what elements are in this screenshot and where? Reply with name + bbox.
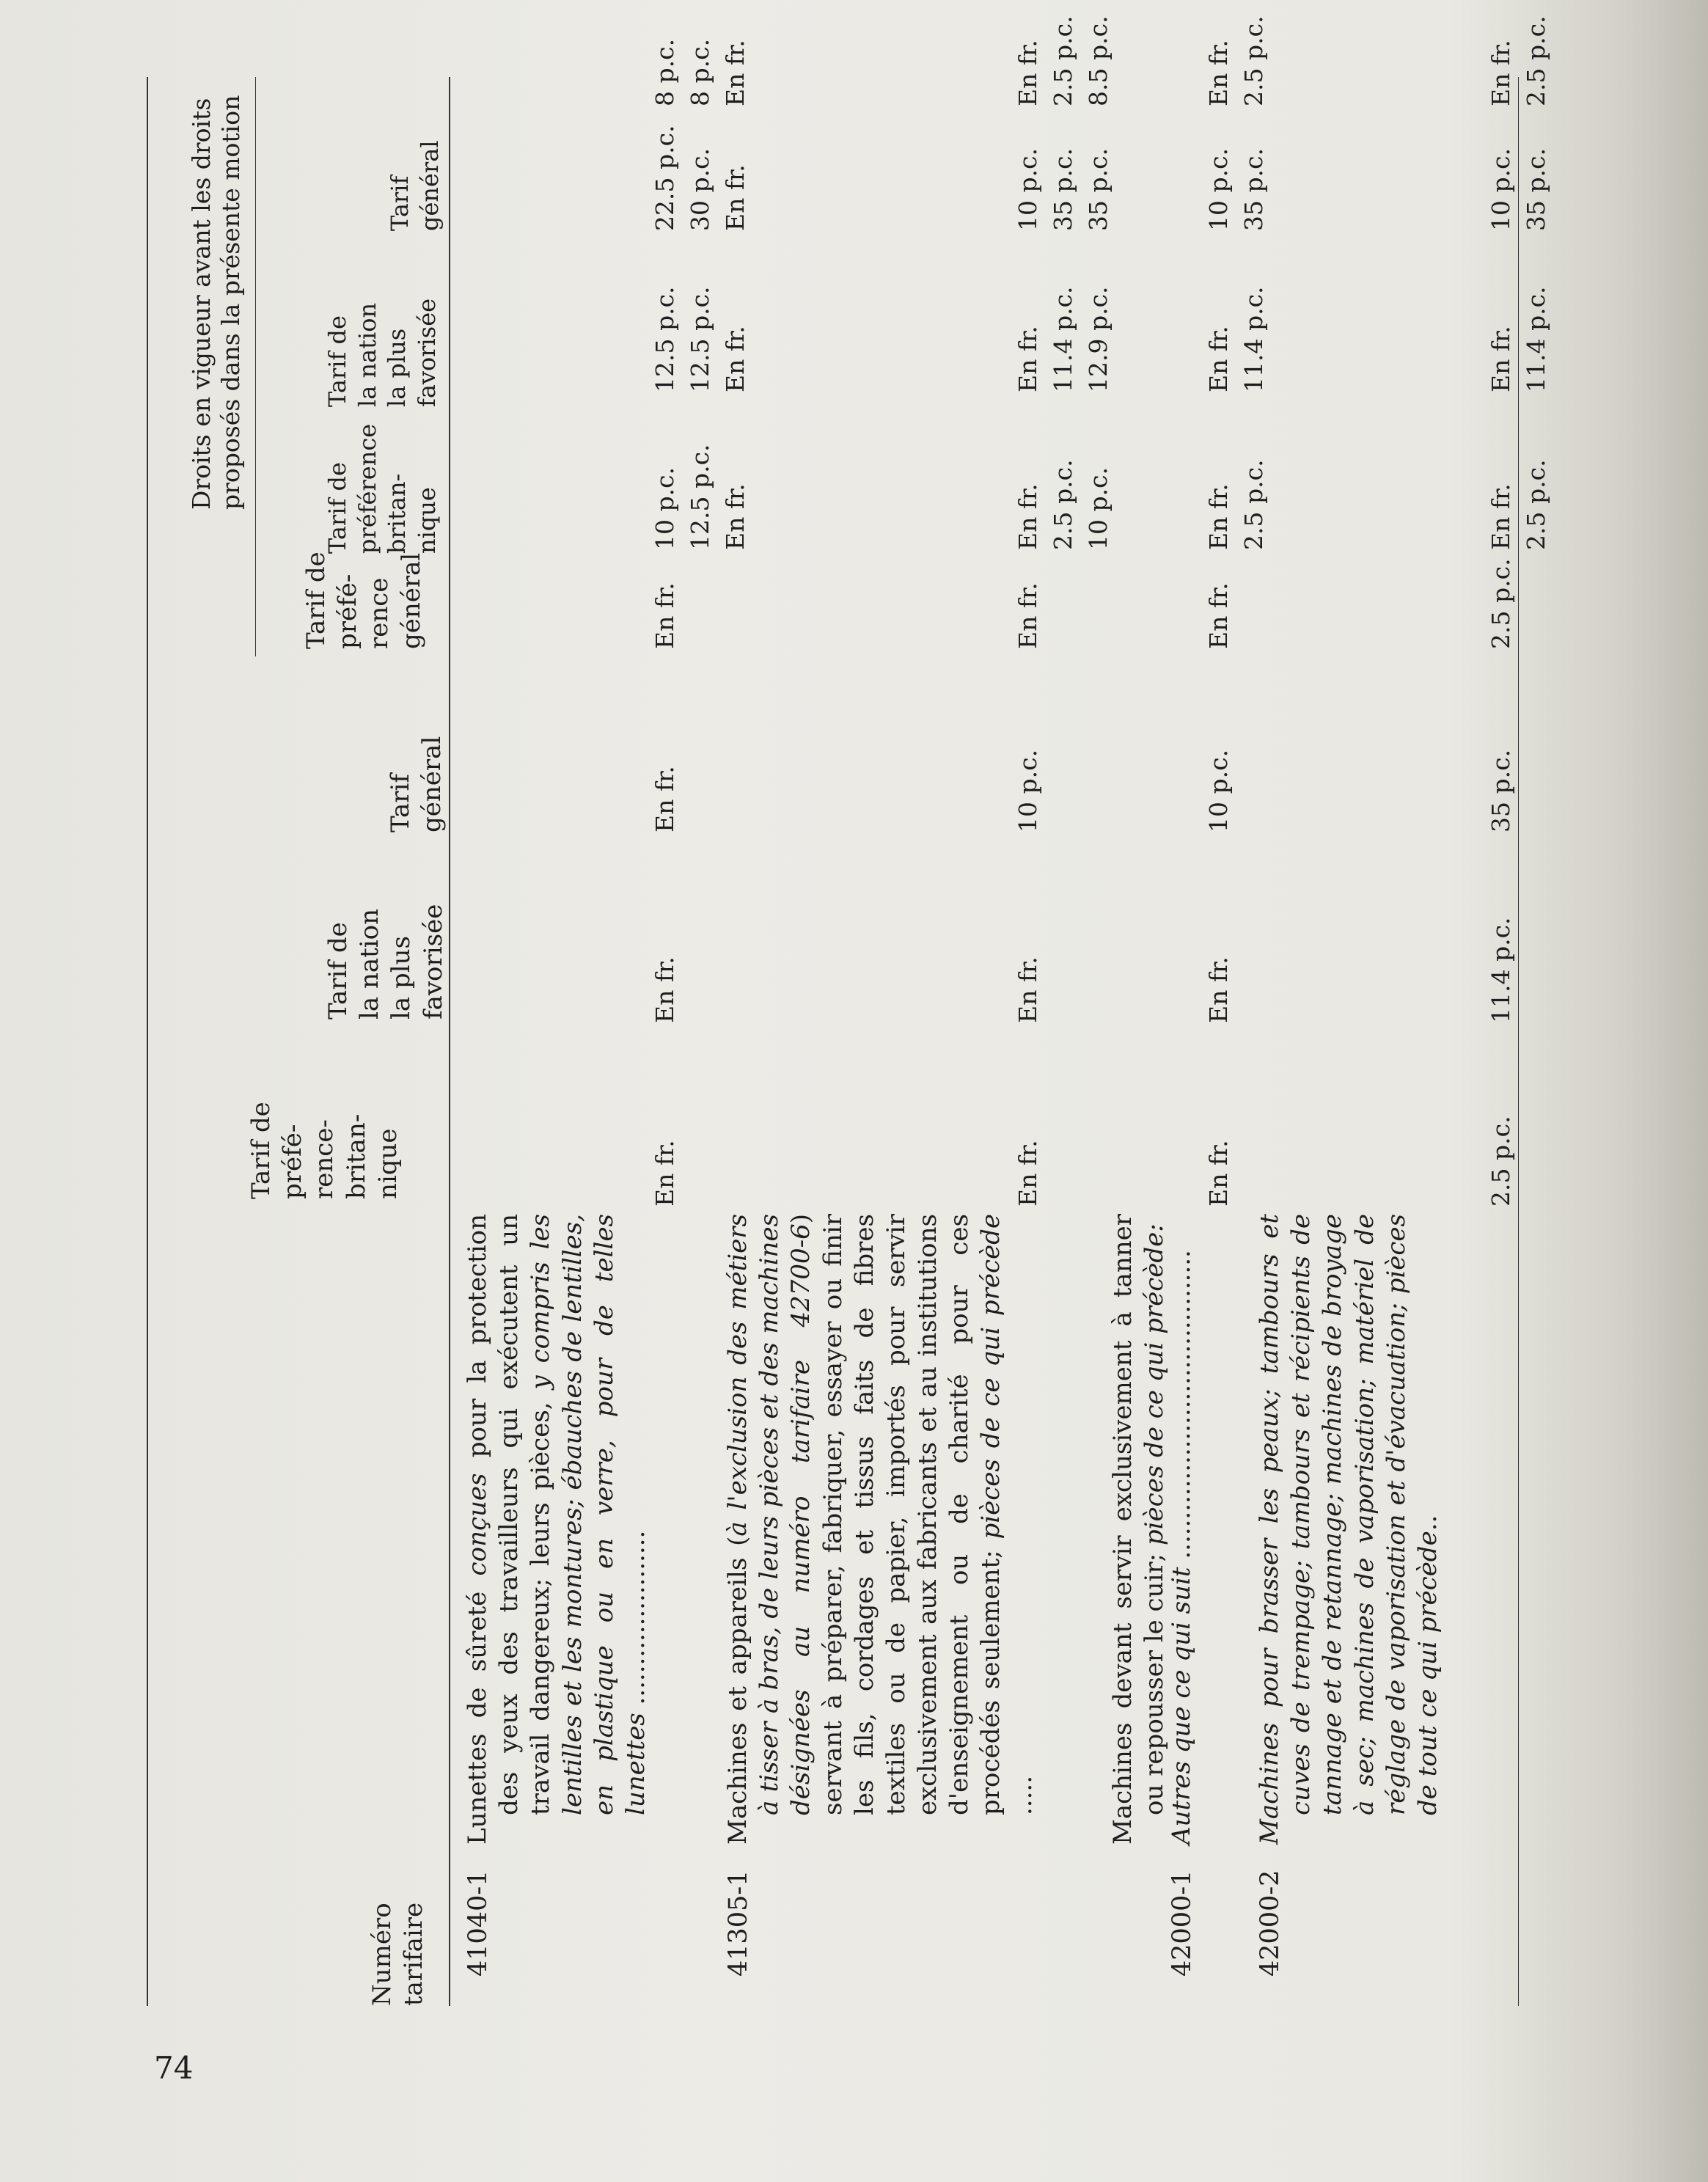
italic-text: pièces de ce qui précède:: [1140, 1223, 1170, 1546]
text-segment: Machines et appareils (: [723, 1536, 752, 1845]
italic-text: Autres que ce qui suit: [1167, 1567, 1196, 1845]
in-force-rate: 11.4 p.c.: [1522, 286, 1550, 392]
header-bottom-rule: [449, 77, 450, 2006]
in-force-rate: 30 p.c.: [686, 147, 714, 231]
proposed-rate: En fr.: [650, 956, 679, 1023]
in-force-rate: 8 p.c.: [686, 38, 714, 106]
text-segment: ......................: [620, 1530, 650, 1713]
in-force-rate: En fr.: [1014, 483, 1042, 550]
in-force-rate: 10 p.c.: [650, 466, 679, 550]
text-segment: Lunettes de sûreté: [463, 1575, 492, 1845]
proposed-rate: 2.5 p.c.: [1487, 1116, 1515, 1207]
text-segment: Machines devant servir exclusivement à tanner ou repousser le cuir;: [1108, 1214, 1170, 1845]
in-force-rate: 11.4 p.c.: [1049, 286, 1077, 392]
text-segment: .......................................: [1167, 1250, 1196, 1567]
in-force-rate: 2.5 p.c.: [1239, 15, 1268, 106]
proposed-rate: En fr.: [1014, 582, 1042, 649]
text-segment: ..: [1412, 1515, 1443, 1531]
in-force-rate: 35 p.c.: [1522, 147, 1550, 231]
text-segment: pour la protection des yeux des travailleurs qui exécutent un travail dangereux; leurs pièces,: [463, 1213, 556, 1815]
proposed-rate: En fr.: [1014, 956, 1042, 1023]
tariff-description: [1254, 1214, 1444, 1845]
proposed-rate: 35 p.c.: [1487, 749, 1515, 832]
italic-text: pièces de ce qui précède: [976, 1214, 1006, 1540]
tariff-number: 42000-2: [1256, 1870, 1285, 1977]
in-force-rate: En fr.: [1204, 326, 1233, 392]
in-force-rate: 10 p.c.: [1084, 466, 1113, 550]
proposed-rate: En fr.: [1204, 956, 1233, 1023]
in-force-rate: 10 p.c.: [1487, 147, 1515, 231]
header-inforce-general: Tarif général: [386, 140, 444, 231]
tariff-table: [147, 15, 1550, 2006]
in-force-rate: 12.5 p.c.: [650, 286, 679, 392]
in-force-rate: 11.4 p.c.: [1239, 286, 1268, 392]
proposed-rate: 11.4 p.c.: [1487, 917, 1515, 1023]
in-force-rate: 2.5 p.c.: [1522, 459, 1550, 550]
tariff-number: 41040-1: [463, 1870, 493, 1977]
italic-text: à l'exclusion des métiers à tisser à bras, de leurs pièces et des machines désignées au numéro tarifaire 42700-6: [723, 1214, 816, 1815]
in-force-rate: 12.9 p.c.: [1084, 286, 1113, 392]
proposed-rate: En fr.: [650, 766, 679, 832]
tariff-number: 41305-1: [724, 1870, 753, 1977]
header-numero: Numéro tarifaire: [367, 1902, 429, 2006]
proposed-rate: 2.5 p.c.: [1487, 558, 1515, 649]
in-force-rate: En fr.: [721, 483, 749, 550]
in-force-rate: En fr.: [1487, 40, 1515, 106]
in-force-rate: 35 p.c.: [1084, 147, 1113, 231]
tariff-description: [462, 1214, 652, 1845]
italic-text: conçues: [463, 1473, 492, 1576]
header-proposed-general: Tarif général: [386, 736, 447, 832]
header-inforce-mfn: Tarif de la nation la plus favorisée: [323, 298, 441, 407]
page-number: 74: [154, 2050, 194, 2086]
tariff-description: [722, 1214, 1039, 1845]
proposed-rate: 10 p.c.: [1204, 749, 1233, 832]
in-force-rate: 2.5 p.c.: [1522, 15, 1550, 106]
text-segment: .....: [1008, 1775, 1038, 1815]
in-force-rate: 10 p.c.: [1014, 147, 1042, 231]
table-bottom-rule: [1518, 77, 1519, 2006]
in-force-rate: En fr.: [1204, 483, 1233, 550]
header-proposed-gpt: Tarif de préfé- rence général: [301, 552, 426, 649]
in-force-rate: 35 p.c.: [1049, 147, 1077, 231]
in-force-rate: 12.5 p.c.: [686, 444, 714, 550]
in-force-rate: 12.5 p.c.: [686, 286, 714, 392]
header-group-title: Droits en vigueur avant les droits proposés dans la présente motion: [187, 95, 245, 510]
in-force-rate: 8 p.c.: [650, 38, 679, 106]
proposed-rate: En fr.: [650, 1140, 679, 1207]
in-force-rate: En fr.: [721, 164, 749, 231]
in-force-rate: 22.5 p.c.: [650, 125, 679, 231]
proposed-rate: En fr.: [1204, 1140, 1233, 1207]
in-force-rate: 2.5 p.c.: [1049, 15, 1077, 106]
in-force-rate: 8.5 p.c.: [1084, 15, 1113, 106]
in-force-rate: 10 p.c.: [1204, 147, 1233, 231]
in-force-rate: En fr.: [721, 40, 749, 106]
in-force-rate: 35 p.c.: [1239, 147, 1268, 231]
text-segment: ) servant à préparer, fabriquer, essayer ou finir les fils, cordages et tissus faits de fibres textiles ou de papier, importés pour servir exclusivement aux fabricants et au institutions d'enseignement ou de charité pour ces procédés seulement;: [786, 1214, 1006, 1815]
table-top-rule: [147, 77, 148, 2006]
group-rule: [255, 77, 256, 656]
in-force-rate: En fr.: [1014, 40, 1042, 106]
in-force-rate: En fr.: [1204, 40, 1233, 106]
tariff-description: [1166, 1214, 1198, 1845]
in-force-rate: En fr.: [1487, 326, 1515, 392]
in-force-rate: En fr.: [1014, 326, 1042, 392]
proposed-rate: En fr.: [1204, 582, 1233, 649]
header-inforce-bp: Tarif de préférence britan- nique: [323, 423, 441, 554]
italic-text: y compris les lentilles et les montures; ébauches de lentilles, en plastique ou en verre, pour de telles lunettes: [526, 1213, 650, 1815]
header-proposed-bp: Tarif de préfé- rence- britan- nique: [246, 1102, 403, 1199]
in-force-rate: En fr.: [721, 326, 749, 392]
proposed-rate: En fr.: [650, 582, 679, 649]
in-force-rate: En fr.: [1487, 483, 1515, 550]
in-force-rate: 2.5 p.c.: [1239, 459, 1268, 550]
tariff-number: 42000-1: [1168, 1870, 1197, 1977]
proposed-rate: 10 p.c.: [1014, 749, 1042, 832]
tariff-description: [1107, 1214, 1170, 1845]
italic-text: Machines pour brasser les peaux; tambours et cuves de trempage; tambours et récipients de tannage et de retannage; machines de broyage à sec; machines de vaporisation; matériel de réglage de vaporisation et d'évacuation; pièces de tout ce qui précède: [1255, 1214, 1443, 1845]
proposed-rate: En fr.: [1014, 1140, 1042, 1207]
header-proposed-mfn: Tarif de la nation la plus favorisée: [323, 904, 448, 1019]
in-force-rate: 2.5 p.c.: [1049, 459, 1077, 550]
